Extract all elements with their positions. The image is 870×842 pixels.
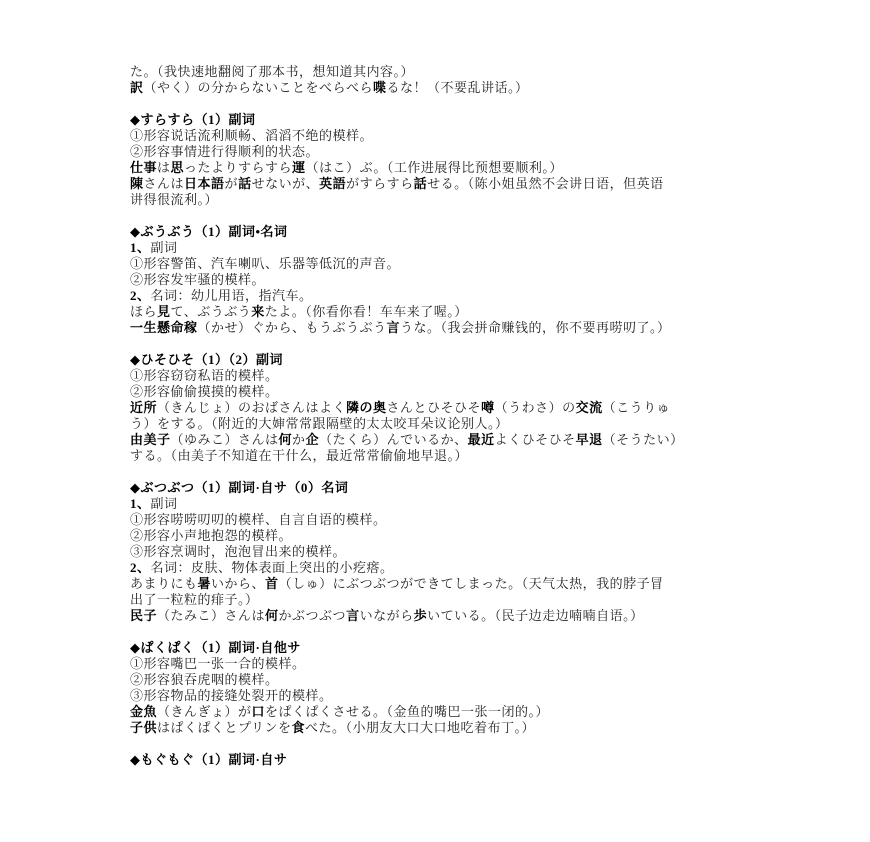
text-run: ◆ひそひそ（1）（2）副词 (130, 352, 283, 367)
text-run: 2、 (130, 288, 151, 303)
text-run: 最近 (467, 432, 495, 447)
text-run: ②形容偷偷摸摸的模样。 (130, 384, 279, 399)
text-run: 副词 (150, 240, 178, 255)
text-run: 言 (346, 608, 360, 623)
text-run: た。（我快速地翻阅了那本书，想知道其内容。） (130, 64, 415, 79)
text-run: あまりにも (130, 576, 198, 591)
text-run: はぱくぱくとプリンを (157, 720, 292, 735)
text-run: 民子 (130, 608, 158, 623)
text-line (130, 496, 748, 512)
text-line (130, 448, 748, 464)
text-run: 暑 (197, 576, 212, 591)
text-line (130, 688, 748, 704)
blank-line (130, 736, 748, 752)
text-run: 言 (386, 320, 401, 335)
text-run: ①形容警笛、汽车喇叭、乐器等低沉的声音。 (130, 256, 401, 271)
text-line (130, 256, 748, 272)
text-run: 早退 (575, 432, 603, 447)
text-run: 企 (305, 432, 320, 447)
text-line (130, 144, 748, 160)
document-content (130, 64, 748, 768)
text-run: は (157, 160, 171, 175)
text-run: ①形容窃窃私语的模样。 (130, 368, 279, 383)
text-line (130, 384, 748, 400)
text-run: （こうりゅ (602, 400, 671, 415)
text-run: 食 (291, 720, 306, 735)
text-run: （ゆみこ）さんは (170, 432, 279, 447)
text-line (130, 560, 748, 576)
text-run: 隣の奥 (346, 400, 387, 415)
text-run: 運 (292, 160, 306, 175)
text-line (130, 672, 748, 688)
text-line (130, 80, 748, 96)
blank-line (130, 96, 748, 112)
text-run: 金魚 (130, 704, 158, 719)
entry-heading (130, 640, 748, 656)
text-run: ◆ぶつぶつ（1）副词·自サ（0）名词 (130, 480, 349, 495)
text-run: が (224, 176, 239, 191)
text-run: 仕事 (130, 160, 158, 175)
text-run: 喋 (373, 80, 387, 95)
text-run: ②形容小声地抱怨的模样。 (130, 528, 293, 543)
text-line (130, 288, 748, 304)
blank-line (130, 208, 748, 224)
text-line (130, 320, 748, 336)
text-run: せる。（陈小姐虽然不会讲日语，但英语 (427, 176, 664, 191)
entry-heading (130, 112, 748, 128)
text-run: 口 (251, 704, 266, 719)
blank-line (130, 464, 748, 480)
text-line (130, 192, 748, 208)
text-run: ◆もぐもぐ（1）副词·自サ (130, 752, 288, 767)
text-run: （たくら）んでいるか、 (319, 432, 468, 447)
text-run: ②形容事情进行得顺利的状态。 (130, 144, 320, 159)
entry-heading (130, 224, 748, 240)
text-line (130, 160, 748, 176)
text-run: さんは (143, 176, 185, 191)
text-run: 何 (278, 432, 293, 447)
text-run: 話 (238, 176, 252, 191)
blank-line (130, 336, 748, 352)
text-line (130, 512, 748, 528)
text-line (130, 544, 748, 560)
text-run: 見 (157, 304, 171, 319)
blank-line (130, 624, 748, 640)
text-line (130, 416, 748, 432)
text-line (130, 368, 748, 384)
text-line (130, 176, 748, 192)
text-line (130, 432, 748, 448)
text-run: ①形容说话流利顺畅、滔滔不绝的模样。 (130, 128, 374, 143)
text-run: ①形容唠唠叨叨的模样、自言自语的模样。 (130, 512, 387, 527)
text-run: 名词：皮肤、物体表面上突出的小疙瘩。 (150, 560, 394, 575)
text-run: （きんぎょ）が (157, 704, 252, 719)
text-run: 交流 (575, 400, 603, 415)
text-run: 1、 (130, 496, 151, 511)
text-run: 2、 (130, 560, 151, 575)
text-run: ②形容狼吞虎咽的模样。 (130, 672, 279, 687)
text-run: 陳 (130, 176, 144, 191)
text-run: う）をする。（附近的大婶常常跟隔壁的太太咬耳朵议论别人。） (130, 416, 509, 431)
text-run: 一生懸命稼 (130, 320, 198, 335)
text-run: 日本語 (184, 176, 225, 191)
text-line (130, 528, 748, 544)
text-run: する。（由美子不知道在干什么，最近常常偷偷地早退。） (130, 448, 469, 463)
text-line (130, 704, 748, 720)
text-run: 話 (413, 176, 428, 191)
text-run: （そうたい） (602, 432, 684, 447)
text-run: 1、 (130, 240, 151, 255)
entry-heading (130, 752, 748, 768)
text-run: ◆すらすら（1）副词 (130, 112, 256, 127)
text-line (130, 128, 748, 144)
text-run: 副词 (150, 496, 178, 511)
text-run: がすらすら (346, 176, 414, 191)
text-line (130, 304, 748, 320)
text-run: 訳 (130, 80, 144, 95)
text-run: るな！（不要乱讲话。） (386, 80, 529, 95)
text-run: て、ぶうぶう (170, 304, 252, 319)
entry-heading (130, 352, 748, 368)
text-line (130, 272, 748, 288)
text-run: いながら (359, 608, 414, 623)
text-run: 思 (170, 160, 185, 175)
text-run: うな。（我会拼命赚钱的，你不要再唠叨了。） (400, 320, 671, 335)
text-line (130, 64, 748, 80)
text-run: （うわさ）の (494, 400, 576, 415)
text-run: 何 (265, 608, 279, 623)
text-run: 近所 (130, 400, 158, 415)
text-run: （たみこ）さんは (157, 608, 266, 623)
text-line (130, 608, 748, 624)
text-run: さんとひそひそ (386, 400, 482, 415)
text-line (130, 400, 748, 416)
text-run: 子供 (130, 720, 158, 735)
text-run: ③形容物品的接缝处裂开的模样。 (130, 688, 333, 703)
text-run: 歩 (413, 608, 428, 623)
text-run: （かせ）ぐから、もうぶうぶう (197, 320, 387, 335)
text-run: をぱくぱくさせる。（金鱼的嘴巴一张一闭的。） (265, 704, 550, 719)
text-run: 英語 (319, 176, 347, 191)
text-run: ①形容嘴巴一张一合的模样。 (130, 656, 306, 671)
text-line (130, 576, 748, 592)
text-run: 讲得很流利。） (130, 192, 219, 207)
text-run: ③形容烹调时，泡泡冒出来的模样。 (130, 544, 347, 559)
text-run: （はこ）ぶ。（工作进展得比预想要顺利。） (305, 160, 563, 175)
text-run: 出了一粒粒的痱子。） (130, 592, 259, 607)
text-run: 来 (251, 304, 265, 319)
text-line (130, 592, 748, 608)
text-run: ったよりすらすら (184, 160, 293, 175)
text-run: かぶつぶつ (278, 608, 347, 623)
text-run: べた。（小朋友大口大口地吃着布丁。） (305, 720, 536, 735)
text-run: ②形容发牢骚的模样。 (130, 272, 266, 287)
text-run: （やく）の分からないことをべらべら (143, 80, 374, 95)
text-run: （きんじょ）のおばさんはよく (157, 400, 347, 415)
text-run: いから、 (211, 576, 266, 591)
text-run: ほら (130, 304, 158, 319)
text-run: 首 (265, 576, 279, 591)
text-run: たよ。（你看你看！车车来了喔。） (264, 304, 468, 319)
text-run: いている。（民子边走边喃喃自语。） (427, 608, 644, 623)
text-run: 噂 (481, 400, 495, 415)
text-line (130, 720, 748, 736)
text-run: せないが、 (251, 176, 320, 191)
text-run: 由美子 (130, 432, 171, 447)
text-line (130, 240, 748, 256)
text-run: よくひそひそ (494, 432, 576, 447)
text-line (130, 656, 748, 672)
text-run: 名词：幼儿用语，指汽车。 (150, 288, 313, 303)
text-run: ◆ぶうぶう（1）副词•名词 (130, 224, 288, 239)
text-run: か (292, 432, 306, 447)
text-run: ◆ぱくぱく（1）副词·自他サ (130, 640, 301, 655)
text-run: （しゅ）にぶつぶつができてしまった。（天气太热，我的脖子冒 (278, 576, 664, 591)
entry-heading (130, 480, 748, 496)
